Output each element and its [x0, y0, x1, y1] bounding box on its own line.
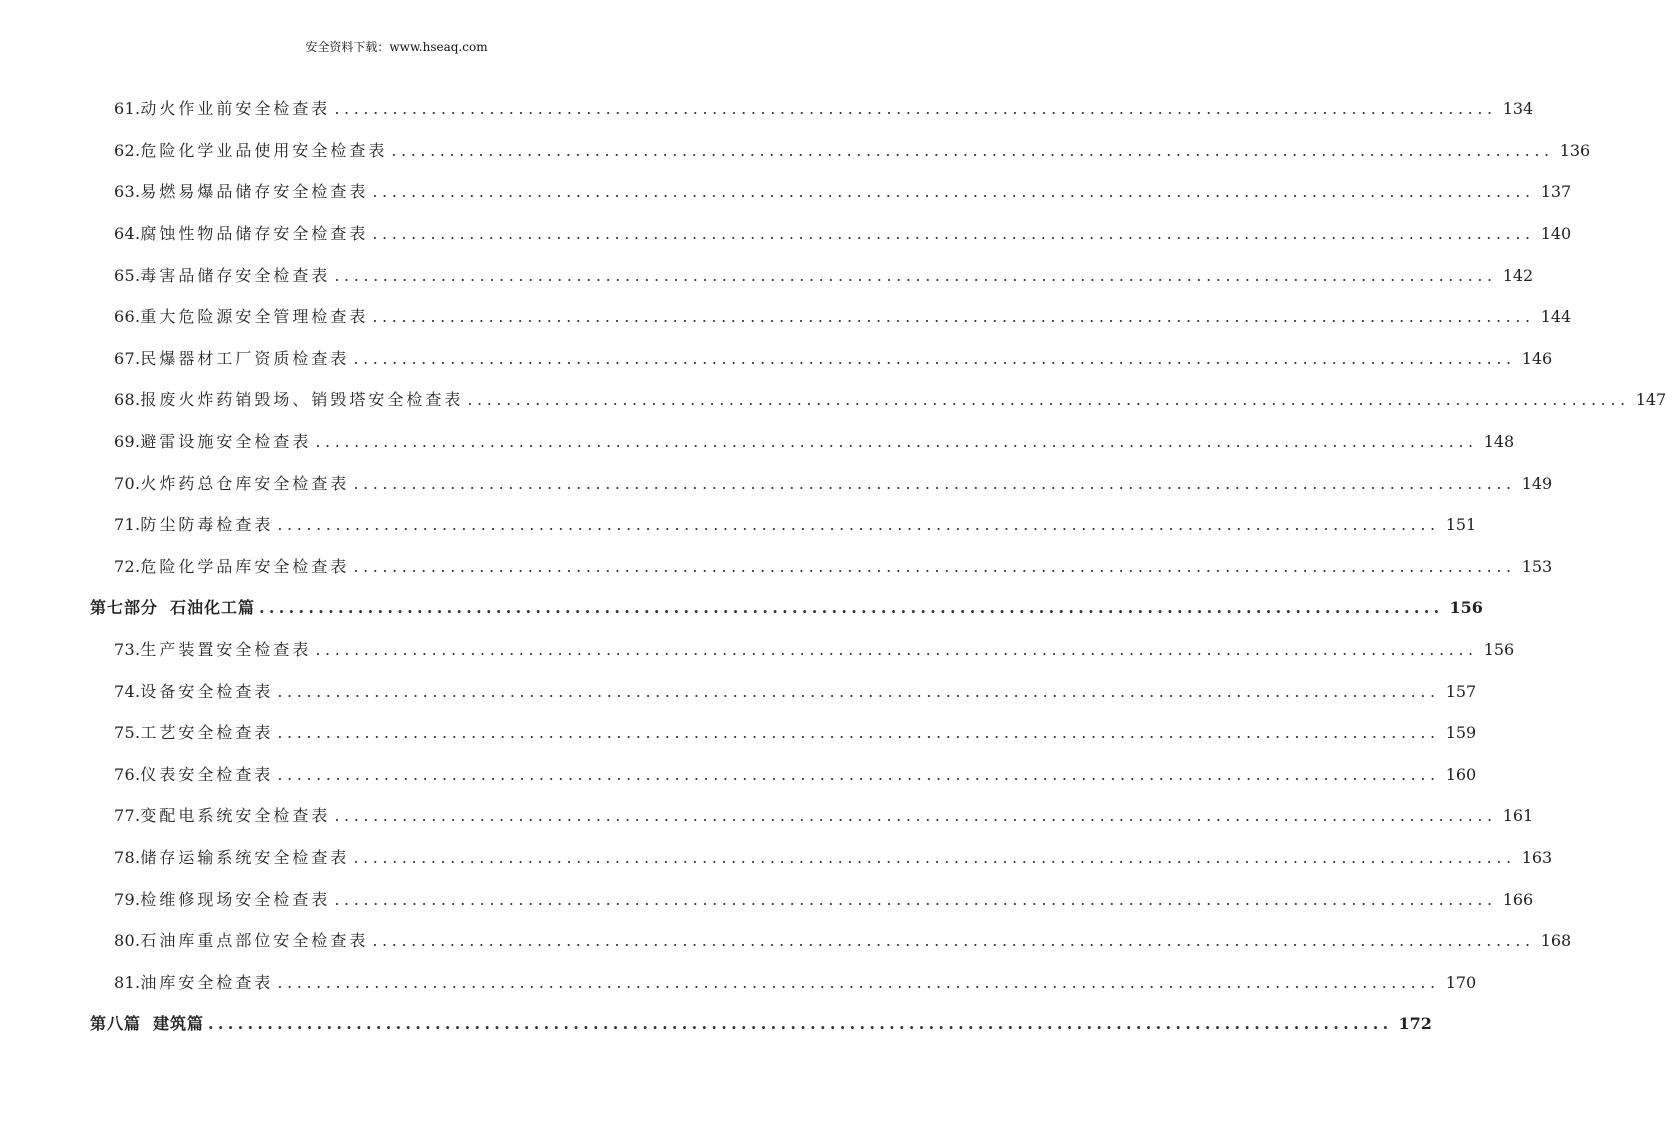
toc-entry[interactable] — [0, 170, 1572, 212]
toc-page-number: 144 — [1540, 307, 1572, 327]
dot-leader: ........................................................................................................................ — [315, 640, 1478, 660]
toc-entry[interactable] — [0, 545, 1553, 587]
toc-entry-number: 75. — [114, 723, 141, 743]
toc-entry-title: 防尘防毒检查表 — [140, 515, 274, 535]
toc-entry-number: 67. — [114, 348, 141, 368]
toc-entry-title: 工艺安全检查表 — [140, 723, 274, 743]
toc-entry[interactable] — [0, 628, 1515, 670]
dot-leader: ........................................................................................................................ — [334, 806, 1497, 826]
toc-page-number: 149 — [1521, 473, 1553, 493]
toc-entry-number: 80. — [114, 931, 141, 951]
toc-entry-number: 71. — [114, 515, 141, 535]
dot-leader: ........................................................................................................................ — [315, 432, 1478, 452]
toc-entry-title: 石油库重点部位安全检查表 — [140, 931, 369, 951]
toc-entry-number: 70. — [114, 473, 141, 493]
toc-entry[interactable] — [0, 960, 1477, 1002]
toc-page-number: 148 — [1483, 432, 1515, 452]
toc-page-number: 156 — [1449, 598, 1483, 618]
toc-entry-title: 储存运输系统安全检查表 — [140, 847, 350, 867]
dot-leader: ........................................................................................................................ — [259, 598, 1444, 618]
toc-entry-title: 报废火炸药销毁场、销毁塔安全检查表 — [140, 390, 464, 410]
toc-entry-title: 危险化学品库安全检查表 — [140, 556, 350, 576]
toc-entry[interactable] — [0, 378, 1666, 420]
toc-page-number: 163 — [1521, 847, 1553, 867]
toc-entry[interactable] — [0, 753, 1477, 795]
dot-leader: ........................................................................................................................ — [353, 473, 1516, 493]
toc-entry-number: 78. — [114, 847, 141, 867]
toc-entry[interactable] — [0, 711, 1477, 753]
toc-entry[interactable] — [0, 461, 1553, 503]
toc-entry-title: 毒害品储存安全检查表 — [140, 265, 331, 285]
toc-page-number: 137 — [1540, 182, 1572, 202]
dot-leader: ........................................................................................................................ — [334, 265, 1497, 285]
toc-entry-title: 检维修现场安全检查表 — [140, 889, 331, 909]
toc-entry-title: 腐蚀性物品储存安全检查表 — [140, 224, 369, 244]
dot-leader: ........................................................................................................................ — [334, 99, 1497, 119]
toc-page-number: 166 — [1502, 889, 1534, 909]
toc-entry-number: 64. — [114, 224, 141, 244]
toc-page-number: 146 — [1521, 348, 1553, 368]
toc-page-number: 147 — [1635, 390, 1666, 410]
toc-page-number: 140 — [1540, 224, 1572, 244]
toc-entry-number: 74. — [114, 681, 141, 701]
toc-page-number: 160 — [1445, 764, 1477, 784]
toc-entry-number: 69. — [114, 432, 141, 452]
toc-entry-number: 63. — [114, 182, 141, 202]
toc-entry[interactable] — [0, 503, 1477, 545]
toc-entry-title: 油库安全检查表 — [140, 972, 274, 992]
page-header: 安全资料下载：www.hseaq.com — [305, 40, 488, 54]
toc-page-number: 172 — [1398, 1014, 1432, 1034]
toc-entry-title: 动火作业前安全检查表 — [140, 99, 331, 119]
toc-page-number: 161 — [1502, 806, 1534, 826]
toc-entry-number: 72. — [114, 556, 141, 576]
toc-page-number: 151 — [1445, 515, 1477, 535]
dot-leader: ........................................................................................................................ — [334, 889, 1497, 909]
dot-leader: ........................................................................................................................ — [277, 515, 1440, 535]
dot-leader: ........................................................................................................................ — [372, 224, 1535, 244]
dot-leader: ........................................................................................................................ — [353, 348, 1516, 368]
dot-leader: ........................................................................................................................ — [372, 182, 1535, 202]
toc-entry[interactable] — [0, 420, 1515, 462]
toc-entry[interactable] — [0, 87, 1534, 129]
toc-part-title: 石油化工篇 — [170, 598, 256, 618]
toc-part-label: 第七部分 — [90, 598, 159, 618]
toc-page-number: 142 — [1502, 265, 1534, 285]
toc-page-number: 157 — [1445, 681, 1477, 701]
toc-entry[interactable] — [0, 669, 1477, 711]
toc-entry-title: 变配电系统安全检查表 — [140, 806, 331, 826]
toc-entry[interactable] — [0, 212, 1572, 254]
toc-entry[interactable] — [0, 253, 1534, 295]
dot-leader: ........................................................................................................................ — [372, 307, 1535, 327]
toc-entry-title: 设备安全检查表 — [140, 681, 274, 701]
toc-entry-number: 73. — [114, 640, 141, 660]
toc-entry-number: 66. — [114, 307, 141, 327]
table-of-contents — [0, 87, 1666, 1044]
dot-leader: ........................................................................................................................ — [372, 931, 1535, 951]
toc-entry[interactable] — [0, 337, 1553, 379]
toc-part-heading[interactable] — [0, 1002, 1432, 1044]
toc-entry-number: 62. — [114, 140, 141, 160]
dot-leader: ........................................................................................................................ — [277, 764, 1440, 784]
toc-page-number: 170 — [1445, 972, 1477, 992]
dot-leader: ........................................................................................................................ — [353, 847, 1516, 867]
dot-leader: ........................................................................................................................ — [277, 681, 1440, 701]
toc-part-title: 建筑篇 — [153, 1014, 205, 1034]
toc-entry-title: 火炸药总仓库安全检查表 — [140, 473, 350, 493]
toc-part-heading[interactable] — [0, 586, 1483, 628]
toc-entry-title: 仪表安全检查表 — [140, 764, 274, 784]
dot-leader: ........................................................................................................................ — [467, 390, 1630, 410]
toc-page-number: 136 — [1559, 140, 1591, 160]
dot-leader: ........................................................................................................................ — [391, 140, 1554, 160]
toc-entry-number: 77. — [114, 806, 141, 826]
toc-entry[interactable] — [0, 794, 1534, 836]
toc-entry-number: 65. — [114, 265, 141, 285]
toc-entry-number: 79. — [114, 889, 141, 909]
toc-page-number: 153 — [1521, 556, 1553, 576]
toc-entry-number: 81. — [114, 972, 141, 992]
toc-page-number: 156 — [1483, 640, 1515, 660]
toc-entry[interactable] — [0, 836, 1553, 878]
toc-entry-title: 易燃易爆品储存安全检查表 — [140, 182, 369, 202]
toc-entry[interactable] — [0, 919, 1572, 961]
toc-entry[interactable] — [0, 295, 1572, 337]
dot-leader: ........................................................................................................................ — [353, 556, 1516, 576]
toc-page-number: 159 — [1445, 723, 1477, 743]
toc-page-number: 168 — [1540, 931, 1572, 951]
toc-entry-title: 重大危险源安全管理检查表 — [140, 307, 369, 327]
toc-entry[interactable] — [0, 129, 1591, 171]
toc-page-number: 134 — [1502, 99, 1534, 119]
toc-part-label: 第八篇 — [90, 1014, 142, 1034]
dot-leader: ........................................................................................................................ — [277, 972, 1440, 992]
toc-entry-title: 生产装置安全检查表 — [140, 640, 312, 660]
toc-entry-number: 76. — [114, 764, 141, 784]
dot-leader: ........................................................................................................................ — [208, 1014, 1393, 1034]
toc-entry-title: 避雷设施安全检查表 — [140, 432, 312, 452]
toc-entry-number: 68. — [114, 390, 141, 410]
toc-entry-title: 民爆器材工厂资质检查表 — [140, 348, 350, 368]
toc-entry-title: 危险化学业品使用安全检查表 — [140, 140, 388, 160]
toc-entry[interactable] — [0, 877, 1534, 919]
toc-entry-number: 61. — [114, 99, 141, 119]
dot-leader: ........................................................................................................................ — [277, 723, 1440, 743]
